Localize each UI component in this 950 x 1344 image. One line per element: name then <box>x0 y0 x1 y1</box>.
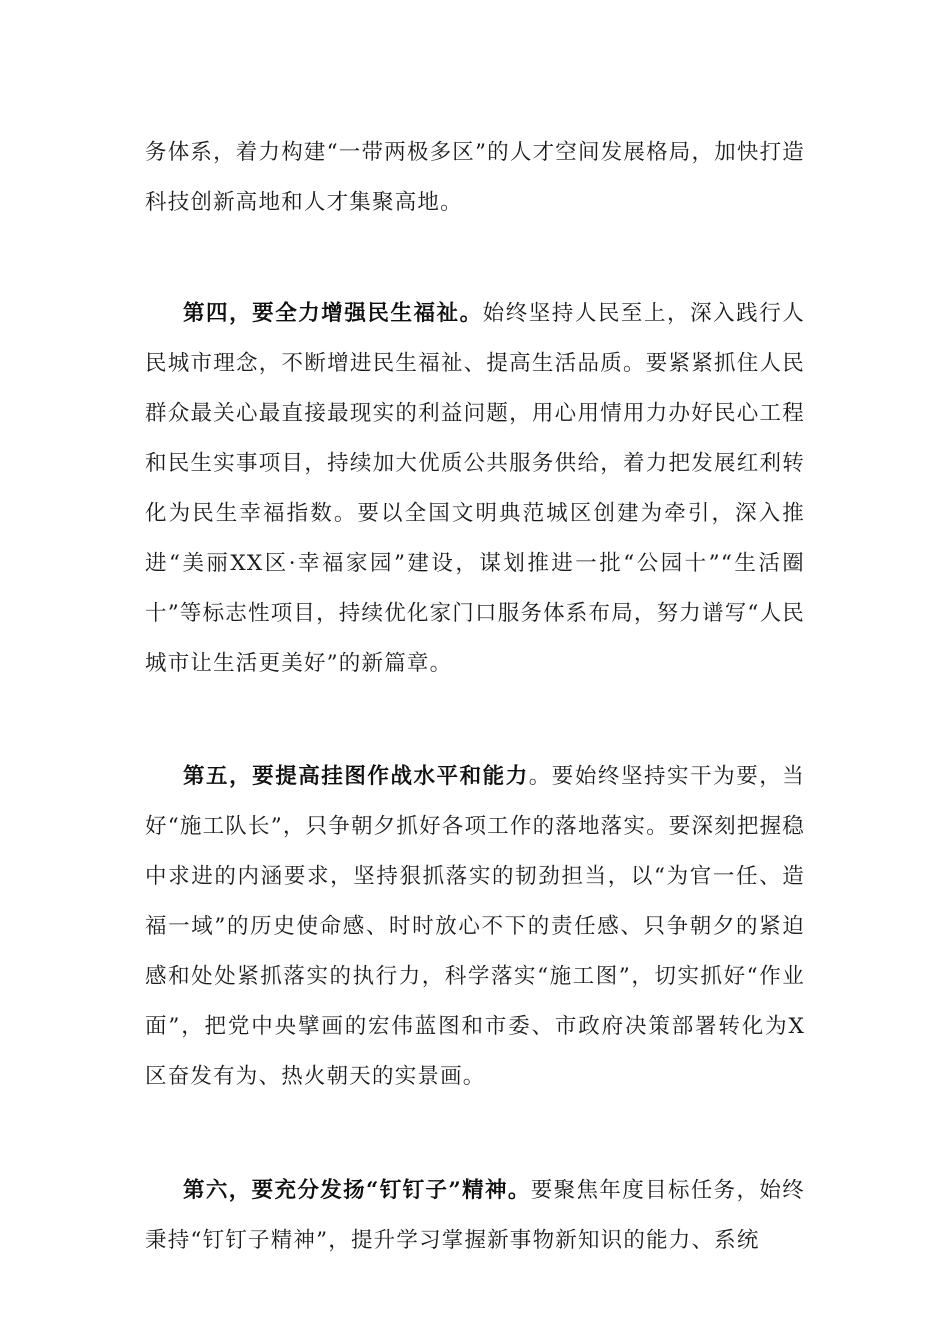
paragraph-body: 。要始终坚持实干为要，当好“施工队长”，只争朝夕抓好各项工作的落地落实。要深刻把握稳中求进的内涵要求，坚持狠抓落实的韧劲担当，以“为官一任、造福一域”的历史使命感、时时放心不下的责任感、只争朝夕的紧迫感和处处紧抓落实的执行力，科学落实“施工图”，切实抓好“作业面”，把党中央擘画的宏伟蓝图和市委、市政府决策部署转化为X区奋发有为、热火朝天的实景画。 <box>145 764 805 1089</box>
paragraph-heading: 第五，要提高挂图作战水平和能力 <box>183 764 529 789</box>
paragraph-body: 务体系，着力构建“一带两极多区”的人才空间发展格局，加快打造科技创新高地和人才集聚高地。 <box>145 140 805 215</box>
paragraph-nail-spirit <box>145 1166 805 1266</box>
paragraph-talent-system <box>145 128 805 228</box>
paragraph-livelihood <box>145 289 805 689</box>
paragraph-spacer <box>145 1102 805 1166</box>
paragraph-heading: 第四，要全力增强民生福祉。 <box>183 301 483 326</box>
paragraph-heading: 第六，要充分发扬“钉钉子”精神。 <box>183 1178 531 1203</box>
paragraph-spacer <box>145 689 805 752</box>
paragraph-spacer <box>145 228 805 289</box>
paragraph-body: 要聚焦年度目标任务，始终秉持“钉钉子精神”，提升学习掌握新事物新知识的能力、系统 <box>145 1178 806 1253</box>
paragraph-body: 始终坚持人民至上，深入践行人民城市理念，不断增进民生福祉、提高生活品质。要紧紧抓住人民群众最关心最直接最现实的利益问题，用心用情用力办好民心工程和民生实事项目，持续加大优质公共服务供给，着力把发展红利转化为民生幸福指数。要以全国文明典范城区创建为牵引，深入推进“美丽XX区·幸福家园”建设，谋划推进一批“公园十”“生活圈十”等标志性项目，持续优化家门口服务体系布局，努力谱写“人民城市让生活更美好”的新篇章。 <box>145 301 805 676</box>
document-page <box>145 128 805 1266</box>
paragraph-execution <box>145 752 805 1102</box>
